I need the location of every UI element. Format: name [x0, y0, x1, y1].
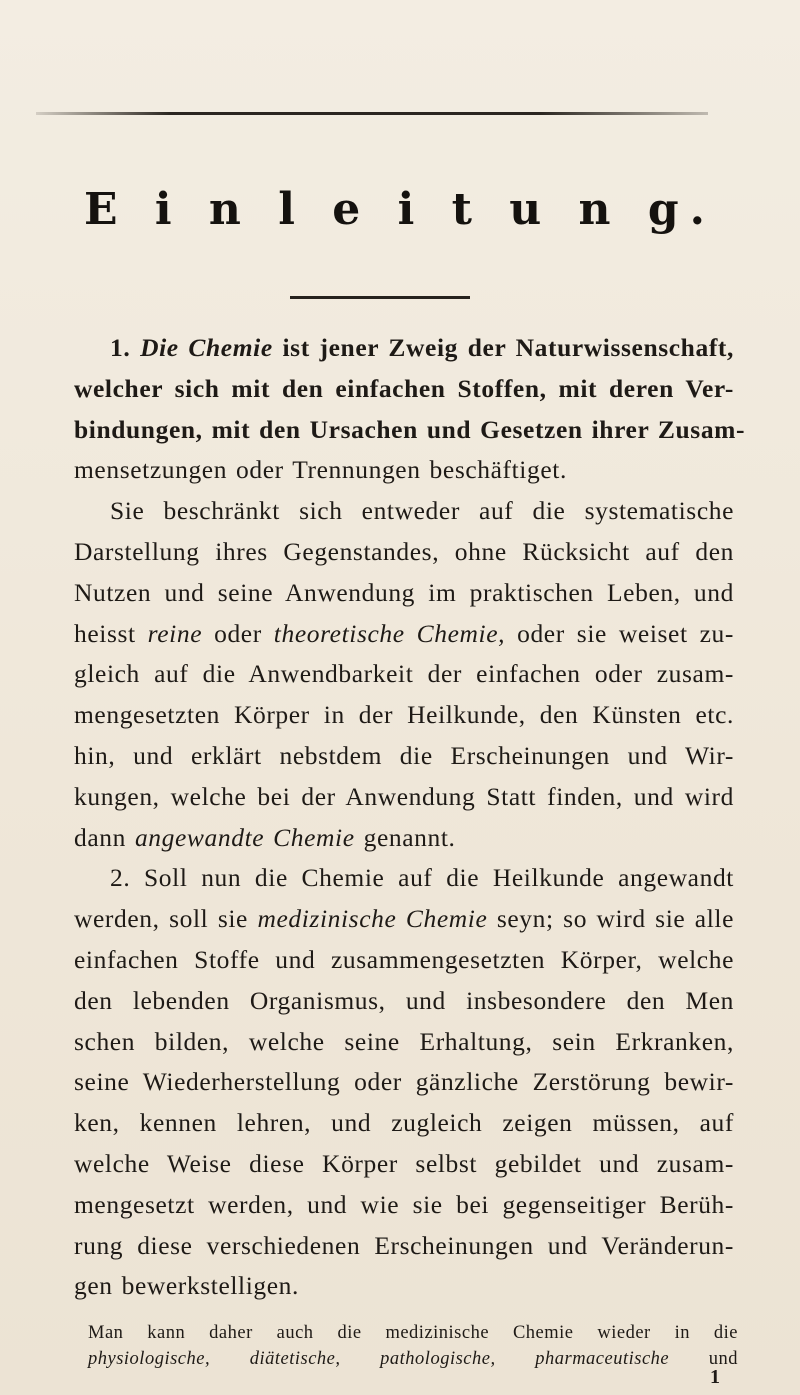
para1-line2: welcher sich mit den einfachen Stoffen, mit deren Ver- — [74, 373, 734, 403]
main-text — [74, 328, 746, 1307]
term-theoretische-chemie: theoretische Chemie, — [273, 618, 506, 648]
para3-line8: welche Weise diese Körper selbst gebildet und zusam- — [74, 1148, 734, 1178]
footnote — [88, 1320, 738, 1372]
para2-line3: Nutzen und seine Anwendung im praktischen Leben, und — [74, 577, 734, 607]
para2-line1: Sie beschränkt sich entweder auf die systematische — [110, 496, 734, 526]
para1-line4: mensetzungen oder Trennungen beschäftiget. — [74, 455, 567, 485]
term-reine: reine — [147, 618, 203, 648]
para1-lead-word: Die Chemie — [140, 333, 273, 362]
term-medizinische-chemie: medizinische Chemie — [257, 904, 488, 934]
para1-text: ist jener Zweig der Naturwissenschaft, — [272, 333, 734, 362]
para3-line5: schen bilden, welche seine Erhaltung, sein Erkranken, — [74, 1026, 734, 1056]
para3-line10: rung diese verschiedenen Erscheinungen und Veränderun- — [74, 1230, 734, 1260]
para1-line3: bindungen, mit den Ursachen und Gesetzen ihrer Zusam- — [74, 414, 746, 444]
para2-line6: mengesetzten Körper in der Heilkunde, den Künsten etc. — [74, 700, 734, 730]
footnote-line1: Man kann daher auch die medizinische Chemie wieder in die — [88, 1323, 738, 1343]
title-rule — [290, 296, 470, 299]
para2-line5: gleich auf die Anwendbarkeit der einfachen oder zusam- — [74, 659, 734, 689]
para3-line9: mengesetzt werden, und wie sie bei gegenseitiger Berüh- — [74, 1189, 734, 1219]
para3-line6: seine Wiederherstellung oder gänzliche Zerstörung bewir- — [74, 1067, 734, 1097]
para2-line7: hin, und erklärt nebstdem die Erscheinungen und Wir- — [74, 740, 734, 770]
para2-line8: kungen, welche bei der Anwendung Statt finden, und wird — [74, 781, 734, 811]
term-angewandte-chemie: angewandte Chemie — [134, 822, 355, 852]
footnote-line2: physiologische, diätetische, pathologische, pharmaceutische und — [88, 1349, 739, 1369]
para2-line4: heisst reine oder theoretische Chemie, oder sie weiset zu- — [74, 618, 734, 648]
para1-number: 1. — [110, 333, 131, 362]
para2-line2: Darstellung ihres Gegenstandes, ohne Rücksicht auf den — [74, 536, 734, 566]
para1-line1 — [74, 328, 734, 369]
chapter-title: E i n l e i t u n g. — [84, 184, 716, 235]
para3-line7: ken, kennen lehren, und zugleich zeigen müssen, auf — [74, 1108, 734, 1138]
para3-line11: gen bewerkstelligen. — [74, 1271, 300, 1301]
para2-line9: dann angewandte Chemie genannt. — [74, 822, 456, 852]
para3-line2: werden, soll sie medizinische Chemie seyn; so wird sie alle — [74, 904, 734, 934]
para3-line1: 2. Soll nun die Chemie auf die Heilkunde angewandt — [110, 863, 734, 893]
para3-line3: einfachen Stoffe und zusammengesetzten Körper, welche — [74, 944, 734, 974]
top-rule — [36, 112, 708, 115]
page-number: 1 — [710, 1366, 720, 1388]
para3-line4: den lebenden Organismus, und insbesondere den Men — [74, 985, 734, 1015]
